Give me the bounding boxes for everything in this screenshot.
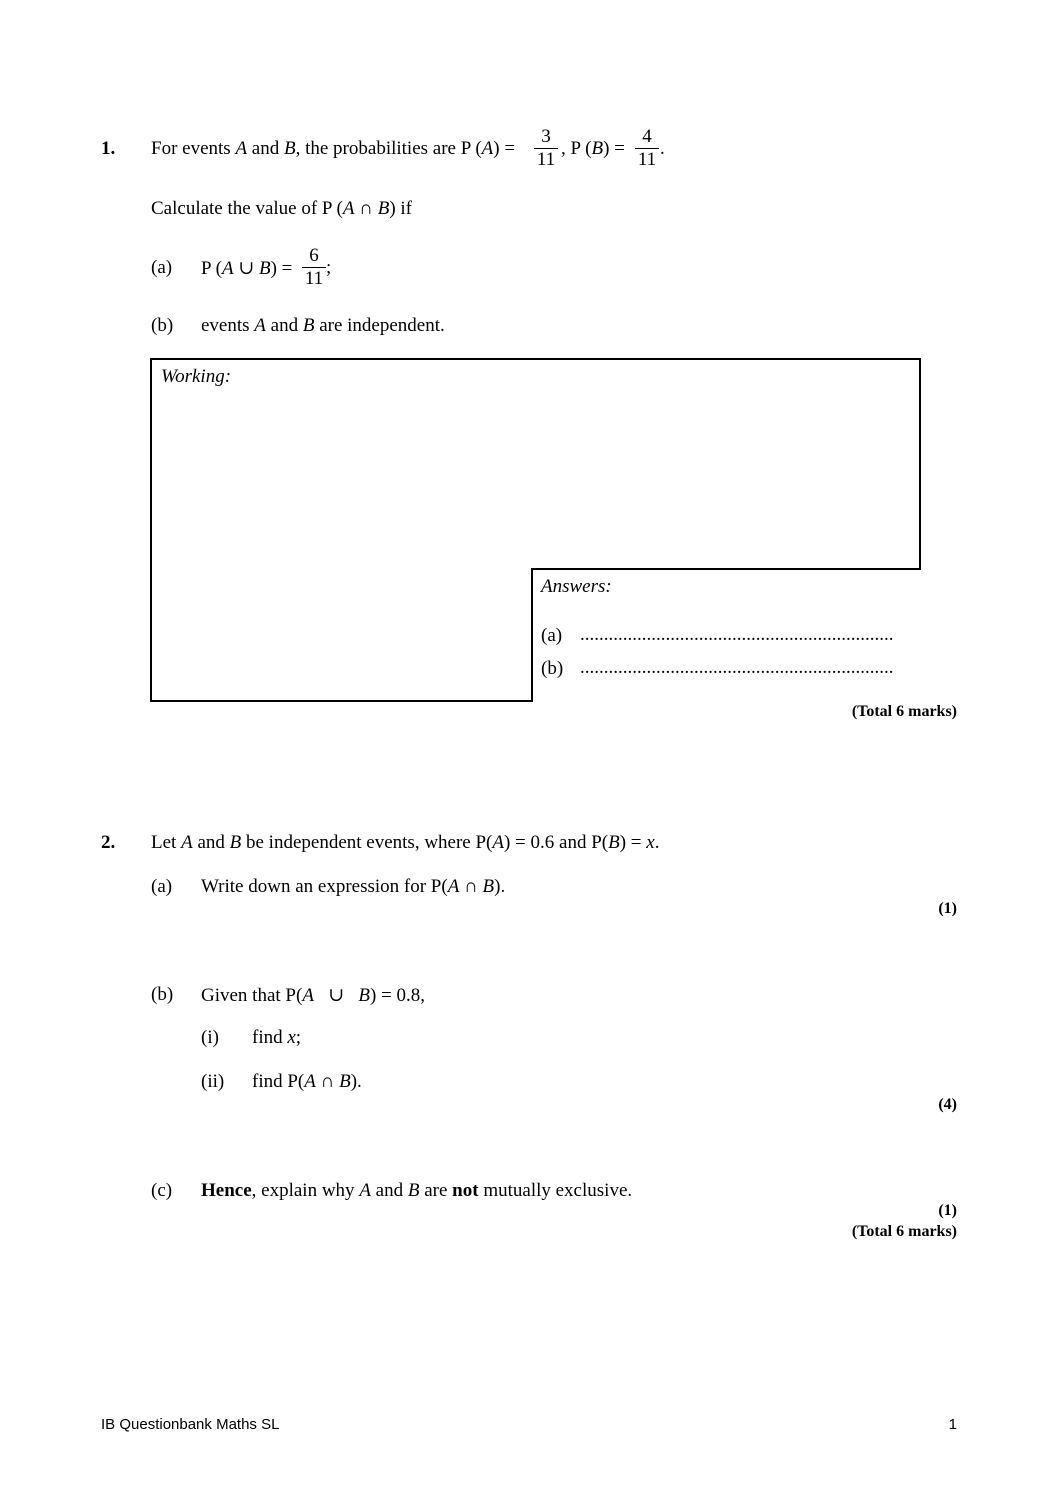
- q2-part-b-text: Given that P(A ∪ B) = 0.8,: [201, 985, 426, 1006]
- fraction-union: 6 11: [302, 246, 326, 289]
- q2-part-b-marks: (4): [938, 1096, 957, 1113]
- q1-part-b-text: events A and B are independent.: [201, 315, 445, 336]
- answer-b-label: (b): [541, 658, 564, 679]
- page-number: 1: [948, 1416, 957, 1433]
- q2-sub-i-text: find x;: [252, 1027, 302, 1048]
- q1-intro-pb: , P (B) =: [561, 138, 625, 159]
- q1-number: 1.: [101, 138, 116, 159]
- q1-period: .: [660, 138, 665, 159]
- fraction-p-b: 4 11: [635, 127, 659, 170]
- q2-sub-i-label: (i): [201, 1027, 219, 1048]
- q1-part-b-label: (b): [151, 315, 174, 336]
- q2-number: 2.: [101, 832, 116, 853]
- working-label: Working:: [161, 366, 232, 387]
- q2-sub-ii-label: (ii): [201, 1071, 225, 1092]
- fraction-p-a: 3 11: [534, 127, 558, 170]
- q1-calculate-text: Calculate the value of P (A ∩ B) if: [151, 198, 413, 219]
- q2-part-c-label: (c): [151, 1180, 173, 1201]
- answer-b-field[interactable]: ..................................................................: [580, 657, 894, 678]
- footer-title: IB Questionbank Maths SL: [101, 1416, 280, 1433]
- q1-intro: For events A and B, the probabilities are P (A) =: [151, 138, 516, 159]
- q1-part-a-text: P (A ∪ B) =: [201, 258, 293, 279]
- answer-a-field[interactable]: ..................................................................: [580, 624, 894, 645]
- q2-part-a-text: Write down an expression for P(A ∩ B).: [201, 876, 506, 897]
- answers-label: Answers:: [541, 576, 612, 597]
- q1-part-a-label: (a): [151, 257, 173, 278]
- q2-total-marks: (Total 6 marks): [851, 1223, 957, 1240]
- q2-intro: Let A and B be independent events, where P(A) = 0.6 and P(B) = x.: [151, 832, 660, 853]
- q2-part-c-marks: (1): [938, 1202, 957, 1219]
- q1-total-marks: (Total 6 marks): [851, 703, 957, 720]
- answer-a-label: (a): [541, 625, 563, 646]
- q2-part-a-label: (a): [151, 876, 173, 897]
- q2-part-c-text: Hence, explain why A and B are not mutually exclusive.: [201, 1180, 633, 1201]
- q2-part-b-label: (b): [151, 984, 174, 1005]
- q2-sub-ii-text: find P(A ∩ B).: [252, 1071, 362, 1092]
- q2-part-a-marks: (1): [938, 900, 957, 917]
- q1-part-a-semicolon: ;: [326, 257, 332, 278]
